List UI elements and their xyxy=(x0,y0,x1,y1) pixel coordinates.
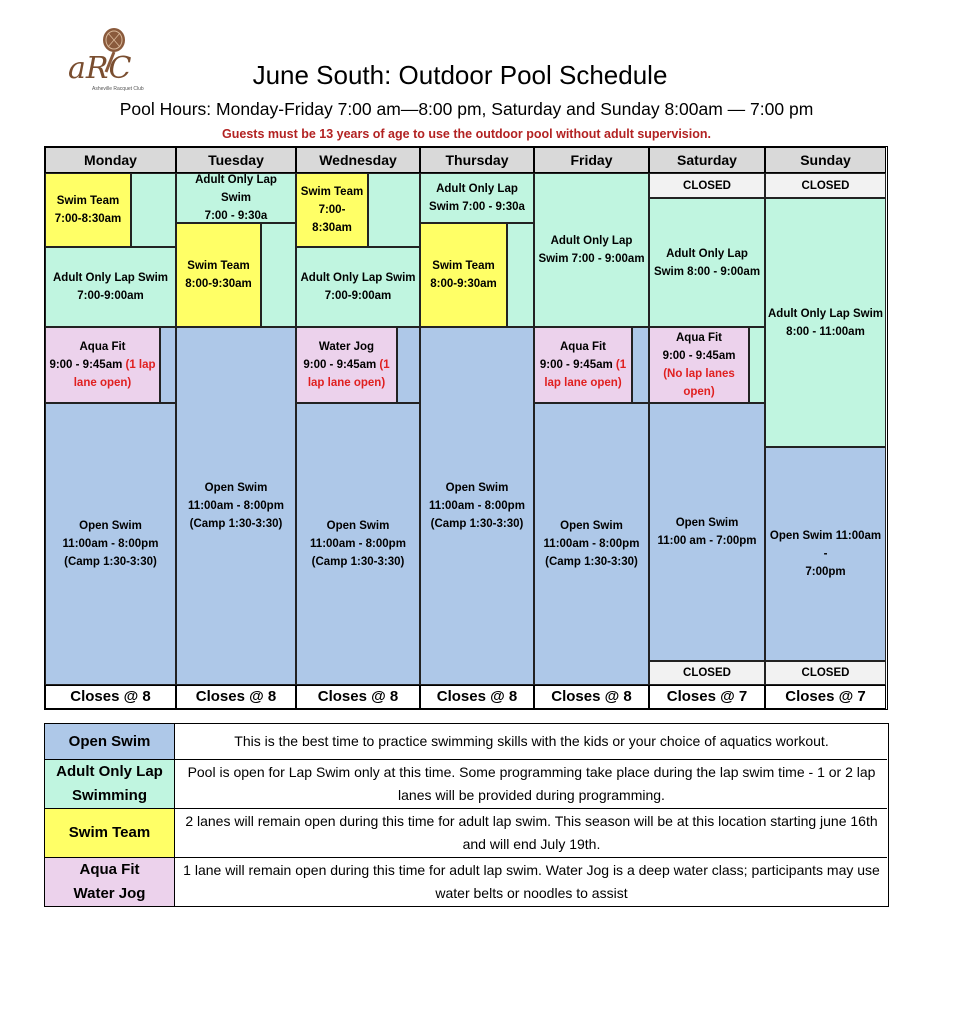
wednesday-lap-swim: Adult Only Lap Swim 7:00-9:00am xyxy=(296,247,420,327)
sunday-open-swim: Open Swim 11:00am - 7:00pm xyxy=(765,447,886,661)
wednesday-open-swim: Open Swim 11:00am - 8:00pm (Camp 1:30-3:30) xyxy=(296,403,420,685)
pool-hours: Pool Hours: Monday-Friday 7:00 am—8:00 pm, Saturday and Sunday 8:00am — 7:00 pm xyxy=(119,99,814,119)
logo-tagline: Asheville Racquet Club xyxy=(92,86,144,92)
tuesday-lap-swim: Adult Only Lap Swim 7:00 - 9:30a xyxy=(176,173,296,223)
closes-thursday: Closes @ 8 xyxy=(420,685,534,709)
wednesday-water-jog: Water Jog 9:00 - 9:45am (1 lap lane open) xyxy=(296,327,397,403)
header-saturday: Saturday xyxy=(649,147,765,173)
legend-table xyxy=(44,723,889,907)
legend-desc-aqua-fit: 1 lane will remain open during this time for adult lap swim. Water Jog is a deep water class; participants may use water belts or noodles to assist xyxy=(183,862,880,901)
monday-open-swim: Open Swim 11:00am - 8:00pm (Camp 1:30-3:30) xyxy=(45,403,176,685)
friday-lap-swim: Adult Only Lap Swim 7:00 - 9:00am xyxy=(534,173,649,327)
legend-label-open-swim: Open Swim xyxy=(45,724,175,759)
legend-row-lap-swim xyxy=(45,759,887,808)
header-friday: Friday xyxy=(534,147,649,173)
schedule-grid xyxy=(44,146,888,710)
thursday-lap-swim: Adult Only Lap Swim 7:00 - 9:30a xyxy=(420,173,534,223)
legend-label-lap-swim: Adult Only Lap Swimming xyxy=(45,760,175,808)
legend-row-aqua-fit xyxy=(45,857,887,906)
tuesday-swim-team: Swim Team 8:00-9:30am xyxy=(176,223,261,327)
legend-row-open-swim xyxy=(45,724,887,759)
thursday-lap-lane xyxy=(507,223,534,327)
arc-logo xyxy=(62,20,152,94)
closes-friday: Closes @ 8 xyxy=(534,685,649,709)
saturday-closed-bottom: CLOSED xyxy=(649,661,765,685)
friday-open-swim: Open Swim 11:00am - 8:00pm (Camp 1:30-3:30) xyxy=(534,403,649,685)
saturday-lap-swim: Adult Only Lap Swim 8:00 - 9:00am xyxy=(649,198,765,327)
closes-monday: Closes @ 8 xyxy=(45,685,176,709)
saturday-aqua-fit: Aqua Fit 9:00 - 9:45am (No lap lanes open) xyxy=(649,327,749,403)
age-warning: Guests must be 13 years of age to use the outdoor pool without adult supervision. xyxy=(222,127,711,141)
closes-wednesday: Closes @ 8 xyxy=(296,685,420,709)
friday-aqua-fit: Aqua Fit 9:00 - 9:45am (1 lap lane open) xyxy=(534,327,632,403)
thursday-swim-team: Swim Team 8:00-9:30am xyxy=(420,223,507,327)
header-monday: Monday xyxy=(45,147,176,173)
saturday-closed-top: CLOSED xyxy=(649,173,765,198)
legend-desc-swim-team: 2 lanes will remain open during this time for adult lap swim. This season will be at this location starting june 16th and will end July 19th. xyxy=(185,813,878,852)
tuesday-lap-lane xyxy=(261,223,296,327)
closes-sunday: Closes @ 7 xyxy=(765,685,886,709)
monday-aqua-lane xyxy=(160,327,176,403)
legend-desc-lap-swim: Pool is open for Lap Swim only at this time. Some programming take place during the lap swim time - 1 or 2 lap lanes will be provided during programming. xyxy=(187,764,876,803)
page-title: June South: Outdoor Pool Schedule xyxy=(252,60,668,90)
closes-saturday: Closes @ 7 xyxy=(649,685,765,709)
header-sunday: Sunday xyxy=(765,147,886,173)
closes-tuesday: Closes @ 8 xyxy=(176,685,296,709)
saturday-open-swim: Open Swim 11:00 am - 7:00pm xyxy=(649,403,765,661)
thursday-open-swim: Open Swim 11:00am - 8:00pm (Camp 1:30-3:30) xyxy=(420,327,534,685)
wednesday-jog-lane xyxy=(397,327,420,403)
legend-label-aqua-fit: Aqua Fit Water Jog xyxy=(45,858,175,906)
sunday-lap-swim: Adult Only Lap Swim 8:00 - 11:00am xyxy=(765,198,886,447)
logo-text: aRC xyxy=(68,51,132,86)
header-tuesday: Tuesday xyxy=(176,147,296,173)
logo-graphic xyxy=(62,20,152,94)
wednesday-swim-team: Swim Team 7:00-8:30am xyxy=(296,173,368,247)
tuesday-open-swim: Open Swim 11:00am - 8:00pm (Camp 1:30-3:30) xyxy=(176,327,296,685)
monday-lap-swim: Adult Only Lap Swim 7:00-9:00am xyxy=(45,247,176,327)
sunday-closed-bottom: CLOSED xyxy=(765,661,886,685)
legend-desc-open-swim: This is the best time to practice swimming skills with the kids or your choice of aquatics workout. xyxy=(234,733,829,749)
header-wednesday: Wednesday xyxy=(296,147,420,173)
header-thursday: Thursday xyxy=(420,147,534,173)
friday-aqua-lane xyxy=(632,327,649,403)
legend-label-swim-team: Swim Team xyxy=(45,809,175,857)
sunday-closed-top: CLOSED xyxy=(765,173,886,198)
legend-row-swim-team xyxy=(45,808,887,857)
wednesday-lap-lane xyxy=(368,173,420,247)
saturday-aqua-lane xyxy=(749,327,765,403)
monday-lap-lane xyxy=(131,173,176,247)
monday-swim-team: Swim Team 7:00-8:30am xyxy=(45,173,131,247)
monday-aqua-fit: Aqua Fit 9:00 - 9:45am (1 lap lane open) xyxy=(45,327,160,403)
